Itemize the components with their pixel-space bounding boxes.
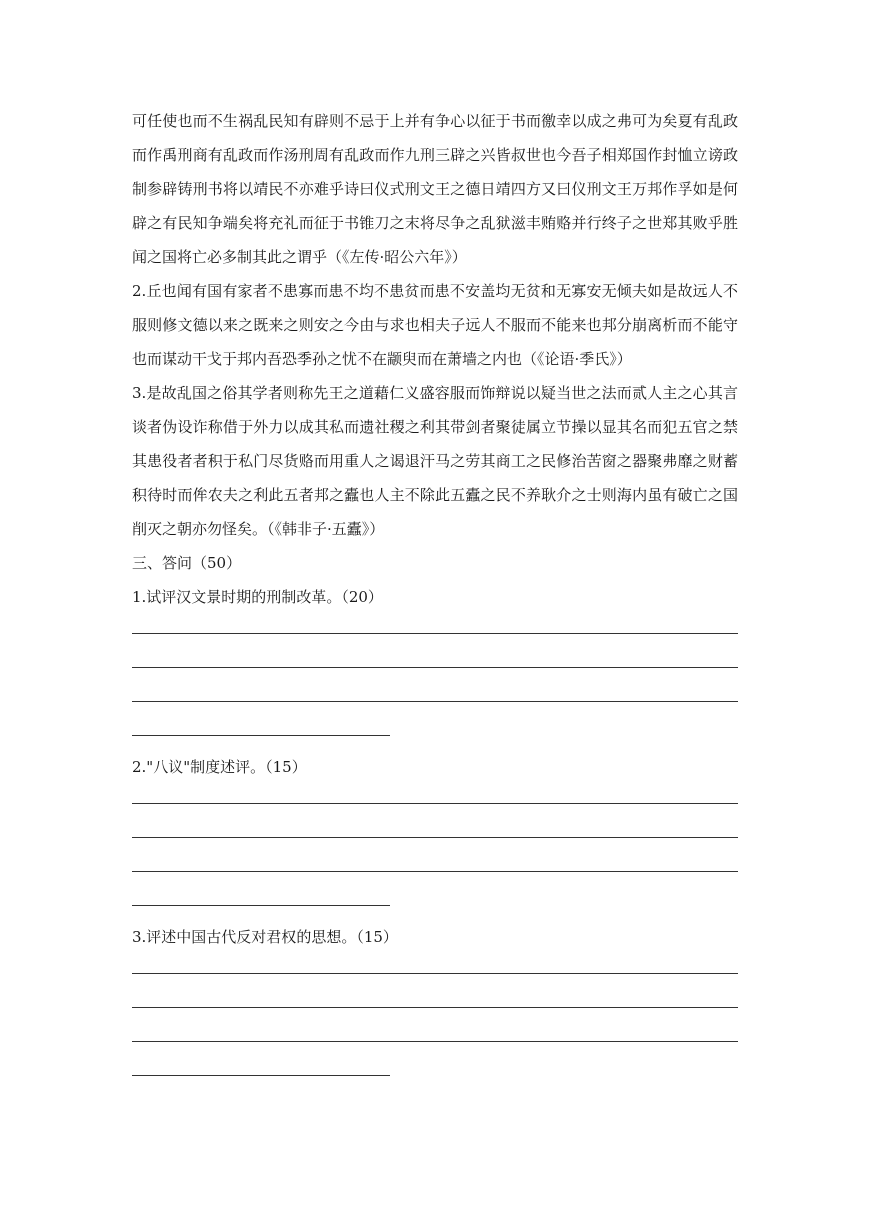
- answer-area-2[interactable]: [132, 784, 738, 920]
- question-block-1: [132, 580, 738, 750]
- question-block-2: [132, 750, 738, 920]
- answer-line: [132, 614, 738, 648]
- answer-line: [132, 852, 738, 886]
- answer-line: [132, 648, 738, 682]
- answer-line: [132, 886, 738, 920]
- answer-line: [132, 716, 738, 750]
- question-3: 3.评述中国古代反对君权的思想。（15）: [132, 928, 398, 946]
- section-heading: 三、答问（50）: [132, 554, 242, 572]
- answer-line: [132, 682, 738, 716]
- passage-zuozhuan: 可任使也而不生祸乱民知有辟则不忌于上并有争心以征于书而徼幸以成之弗可为矣夏有乱政而作禹刑商有乱政而作汤刑周有乱政而作九刑三辟之兴皆叔世也今吾子相郑国作封恤立谤政制参辟铸刑书将以靖民不亦难乎诗曰仪式刑文王之德日靖四方又曰仪刑文王万邦作孚如是何辟之有民知争端矣将充礼而征于书锥刀之末将尽争之乱狱滋丰贿赂并行终子之世郑其败乎胜闻之国将亡必多制其此之谓乎（《左传·昭公六年》）: [132, 112, 738, 266]
- passage-lunyu: 2.丘也闻有国有家者不患寡而患不均不患贫而患不安盖均无贫和无寡安无倾夫如是故远人不服则修文德以来之既来之则安之今由与求也相夫子远人不服而不能来也邦分崩离析而不能守也而谋动干戈于邦内吾恐季孙之忧不在颛臾而在萧墙之内也（《论语·季氏》）: [132, 282, 738, 368]
- answer-line: [132, 1022, 738, 1056]
- question-block-3: [132, 920, 738, 1090]
- answer-line: [132, 988, 738, 1022]
- answer-line: [132, 818, 738, 852]
- question-2: 2."八议"制度述评。（15）: [132, 758, 307, 776]
- answer-line: [132, 784, 738, 818]
- answer-area-1[interactable]: [132, 614, 738, 750]
- answer-line: [132, 954, 738, 988]
- passage-hanfeizi: 3.是故乱国之俗其学者则称先王之道藉仁义盛容服而饰辩说以疑当世之法而贰人主之心其言谈者伪设诈称借于外力以成其私而遗社稷之利其带剑者聚徒属立节操以显其名而犯五官之禁其患役者者积于私门尽货赂而用重人之谒退汗马之劳其商工之民修治苦窗之器聚弗靡之财蓄积待时而侔农夫之利此五者邦之蠹也人主不除此五蠹之民不养耿介之士则海内虽有破亡之国削灭之朝亦勿怪矣。（《韩非子·五蠹》）: [132, 384, 738, 538]
- answer-line: [132, 1056, 738, 1090]
- answer-area-3[interactable]: [132, 954, 738, 1090]
- document-page: [132, 104, 738, 1090]
- question-1: 1.试评汉文景时期的刑制改革。（20）: [132, 588, 383, 606]
